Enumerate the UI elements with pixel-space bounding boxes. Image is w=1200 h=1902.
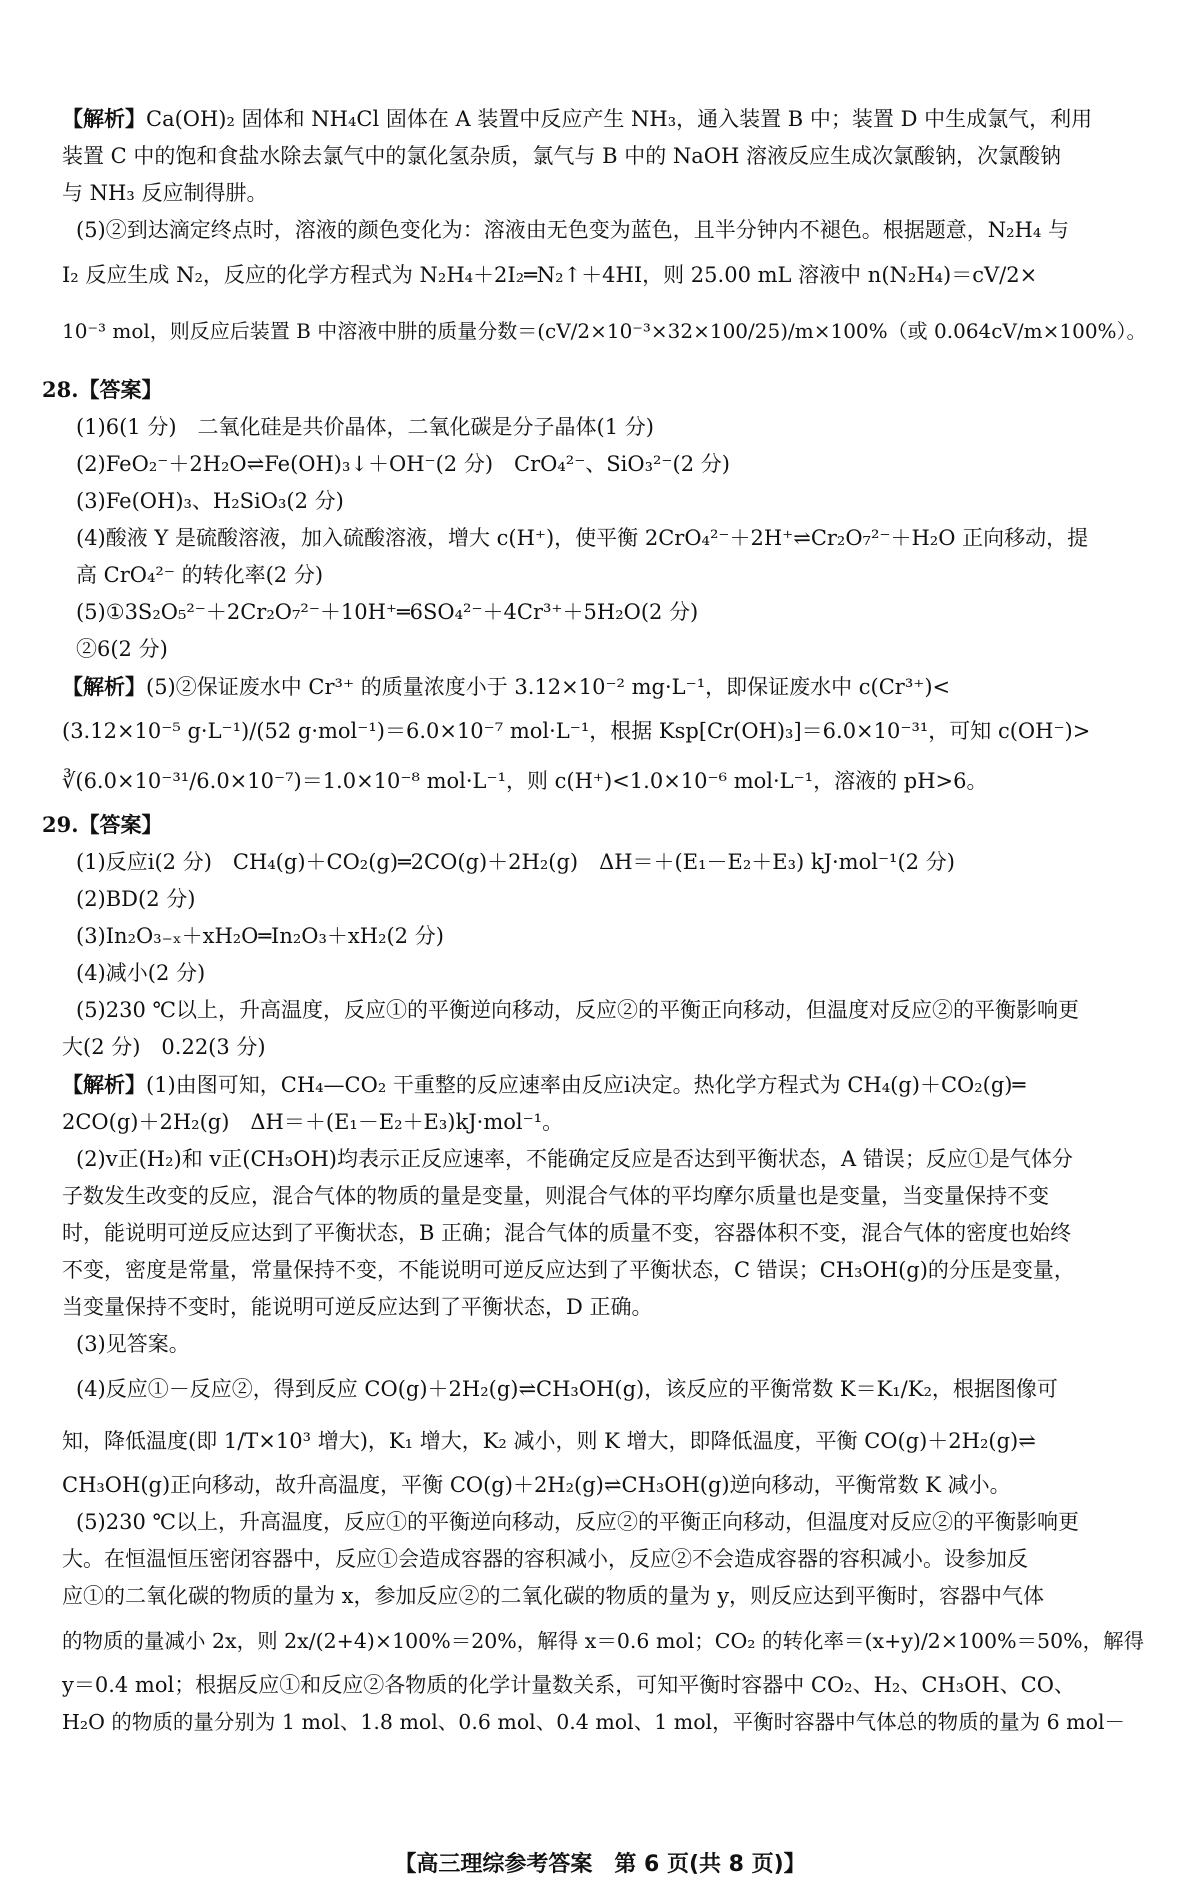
- analysis-line: 的物质的量减小 2x，则 2x/(2+4)×100%＝20%，解得 x＝0.6 mol；CO₂ 的转化率＝(x+y)/2×100%＝50%，解得: [62, 1629, 1145, 1653]
- answer-line: (1)反应ⅰ(2 分) CH₄(g)＋CO₂(g)═2CO(g)＋2H₂(g) ΔH＝＋(E₁－E₂＋E₃) kJ·mol⁻¹(2 分): [76, 850, 955, 874]
- analysis-line: y＝0.4 mol；根据反应①和反应②各物质的化学计量数关系，可知平衡时容器中 CO₂、H₂、CH₃OH、CO、: [62, 1673, 1075, 1697]
- document-page: [42, 100, 1148, 1741]
- page-footer: 【高三理综参考答案 第 6 页(共 8 页)】: [394, 1852, 806, 1877]
- analysis-line: 当变量保持不变时，能说明可逆反应达到了平衡状态，D 正确。: [62, 1295, 653, 1319]
- analysis-label: 【解析】: [62, 106, 146, 131]
- analysis-line: 子数发生改变的反应，混合气体的物质的量是变量，则混合气体的平均摩尔质量也是变量，当变量保持不变: [62, 1184, 1049, 1208]
- analysis-line: I₂ 反应生成 N₂，反应的化学方程式为 N₂H₄＋2I₂═N₂↑＋4HI，则 25.00 mL 溶液中 n(N₂H₄)＝cV/2×: [62, 263, 1038, 287]
- answer-label: 【答案】: [78, 812, 163, 837]
- answer-line: (2)FeO₂⁻＋2H₂O⇌Fe(OH)₃↓＋OH⁻(2 分) CrO₄²⁻、SiO₃²⁻(2 分): [76, 452, 730, 476]
- answer-line: ②6(2 分): [76, 637, 168, 661]
- analysis-line: (5)②到达滴定终点时，溶液的颜色变化为：溶液由无色变为蓝色，且半分钟内不褪色。根据题意，N₂H₄ 与: [76, 218, 1069, 242]
- answer-line: (4)酸液 Y 是硫酸溶液，加入硫酸溶液，增大 c(H⁺)，使平衡 2CrO₄²⁻＋2H⁺⇌Cr₂O₇²⁻＋H₂O 正向移动，提: [76, 526, 1089, 550]
- answer-line: 大(2 分) 0.22(3 分): [62, 1035, 266, 1059]
- analysis-line: (5)②保证废水中 Cr³⁺ 的质量浓度小于 3.12×10⁻² mg·L⁻¹，即保证废水中 c(Cr³⁺)<: [146, 675, 951, 699]
- answer-label: 【答案】: [78, 377, 163, 402]
- analysis-line: H₂O 的物质的量分别为 1 mol、1.8 mol、0.6 mol、0.4 mol、1 mol，平衡时容器中气体总的物质的量为 6 mol－: [62, 1710, 1126, 1734]
- answer-line: (3)In₂O₃₋ₓ＋xH₂O═In₂O₃＋xH₂(2 分): [76, 924, 444, 948]
- analysis-line: (5)230 ℃以上，升高温度，反应①的平衡逆向移动，反应②的平衡正向移动，但温度对反应②的平衡影响更: [76, 1510, 1079, 1534]
- analysis-label: 【解析】: [62, 674, 146, 699]
- analysis-line: (4)反应①－反应②，得到反应 CO(g)＋2H₂(g)⇌CH₃OH(g)，该反应的平衡常数 K＝K₁/K₂，根据图像可: [76, 1377, 1058, 1401]
- analysis-line: 10⁻³ mol，则反应后装置 B 中溶液中肼的质量分数＝(cV/2×10⁻³×32×100/25)/m×100%（或 0.064cV/m×100%）。: [62, 319, 1147, 343]
- analysis-line: CH₃OH(g)正向移动，故升高温度，平衡 CO(g)＋2H₂(g)⇌CH₃OH(g)逆向移动，平衡常数 K 减小。: [62, 1473, 1011, 1497]
- answer-line: (4)减小(2 分): [76, 961, 206, 985]
- analysis-line: 大。在恒温恒压密闭容器中，反应①会造成容器的容积减小，反应②不会造成容器的容积减小。设参加反: [62, 1547, 1028, 1571]
- answer-line: 高 CrO₄²⁻ 的转化率(2 分): [76, 563, 324, 587]
- analysis-label: 【解析】: [62, 1072, 146, 1097]
- analysis-line: 时，能说明可逆反应达到了平衡状态，B 正确；混合气体的质量不变，容器体积不变，混合气体的密度也始终: [62, 1221, 1072, 1245]
- analysis-line: (1)由图可知，CH₄—CO₂ 干重整的反应速率由反应ⅰ决定。热化学方程式为 CH₄(g)＋CO₂(g)═: [146, 1073, 1026, 1097]
- analysis-line: 与 NH₃ 反应制得肼。: [62, 181, 268, 205]
- answer-line: (3)Fe(OH)₃、H₂SiO₃(2 分): [76, 489, 344, 513]
- analysis-line: 2CO(g)＋2H₂(g) ΔH＝＋(E₁－E₂＋E₃)kJ·mol⁻¹。: [62, 1110, 564, 1134]
- question-28: [42, 371, 1148, 806]
- analysis-line: 不变，密度是常量，常量保持不变，不能说明可逆反应达到了平衡状态，C 错误；CH₃OH(g)的分压是变量，: [62, 1258, 1075, 1282]
- analysis-line: (3.12×10⁻⁵ g·L⁻¹)/(52 g·mol⁻¹)＝6.0×10⁻⁷ mol·L⁻¹，根据 Ksp[Cr(OH)₃]＝6.0×10⁻³¹，可知 c(OH⁻)>: [62, 719, 1091, 743]
- answer-line: (5)①3S₂O₅²⁻＋2Cr₂O₇²⁻＋10H⁺═6SO₄²⁻＋4Cr³⁺＋5H₂O(2 分): [76, 600, 699, 624]
- analysis-line: ∛(6.0×10⁻³¹/6.0×10⁻⁷)＝1.0×10⁻⁸ mol·L⁻¹，则 c(H⁺)<1.0×10⁻⁶ mol·L⁻¹，溶液的 pH>6。: [62, 769, 988, 793]
- analysis-line: (3)见答案。: [76, 1332, 190, 1356]
- question-number: 28.: [42, 377, 79, 402]
- answer-line: (1)6(1 分) 二氧化硅是共价晶体，二氧化碳是分子晶体(1 分): [76, 415, 654, 439]
- answer-line: (5)230 ℃以上，升高温度，反应①的平衡逆向移动，反应②的平衡正向移动，但温度对反应②的平衡影响更: [76, 998, 1079, 1022]
- intro-analysis: [62, 100, 1148, 361]
- analysis-line: Ca(OH)₂ 固体和 NH₄Cl 固体在 A 装置中反应产生 NH₃，通入装置 B 中；装置 D 中生成氯气，利用: [146, 107, 1093, 131]
- analysis-line: (2)v正(H₂)和 v正(CH₃OH)均表示正反应速率，不能确定反应是否达到平衡状态，A 错误；反应①是气体分: [76, 1147, 1073, 1171]
- analysis-line: 知，降低温度(即 1/T×10³ 增大)，K₁ 增大，K₂ 减小，则 K 增大，即降低温度，平衡 CO(g)＋2H₂(g)⇌: [62, 1429, 1036, 1453]
- analysis-line: 装置 C 中的饱和食盐水除去氯气中的氯化氢杂质，氯气与 B 中的 NaOH 溶液反应生成次氯酸钠，次氯酸钠: [62, 144, 1061, 168]
- question-number: 29.: [42, 812, 79, 837]
- analysis-line: 应①的二氧化碳的物质的量为 x，参加反应②的二氧化碳的物质的量为 y，则反应达到平衡时，容器中气体: [62, 1584, 1045, 1608]
- question-29: [42, 806, 1148, 1741]
- answer-line: (2)BD(2 分): [76, 887, 196, 911]
